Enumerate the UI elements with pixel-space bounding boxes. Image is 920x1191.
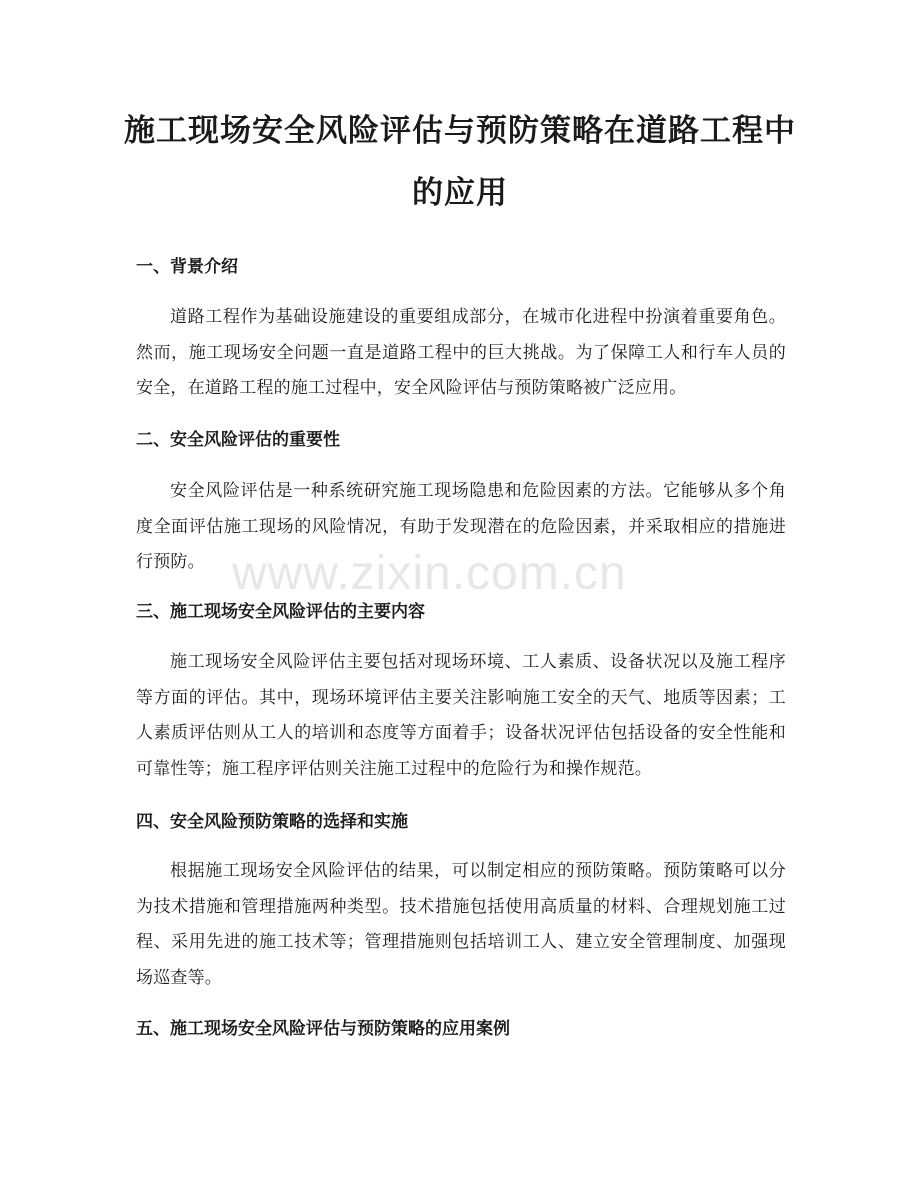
section-heading-5: 五、施工现场安全风险评估与预防策略的应用案例	[136, 1019, 510, 1039]
watermark: www.zixin.com.cn	[232, 547, 627, 600]
section-paragraph-2: 安全风险评估是一种系统研究施工现场隐患和危险因素的方法。它能够从多个角度全面评估施工现场的风险情况，有助于发现潜在的危险因素，并采取相应的措施进行预防。	[136, 481, 786, 572]
section-heading-3: 三、施工现场安全风险评估的主要内容	[136, 602, 425, 622]
document-title: 施工现场安全风险评估与预防策略在道路工程中的应用	[124, 113, 796, 211]
section-heading-1: 一、背景介绍	[136, 257, 238, 277]
section-heading-2: 二、安全风险评估的重要性	[136, 430, 340, 450]
section-heading-4: 四、安全风险预防策略的选择和实施	[136, 812, 408, 832]
section-paragraph-4: 根据施工现场安全风险评估的结果，可以制定相应的预防策略。预防策略可以分为技术措施和管理措施两种类型。技术措施包括使用高质量的材料、合理规划施工过程、采用先进的施工技术等；管理措施则包括培训工人、建立安全管理制度、加强现场巡查等。	[136, 861, 786, 988]
section-paragraph-1: 道路工程作为基础设施建设的重要组成部分，在城市化进程中扮演着重要角色。然而，施工现场安全问题一直是道路工程中的巨大挑战。为了保障工人和行车人员的安全，在道路工程的施工过程中，安全风险评估与预防策略被广泛应用。	[136, 307, 786, 398]
section-paragraph-3: 施工现场安全风险评估主要包括对现场环境、工人素质、设备状况以及施工程序等方面的评估。其中，现场环境评估主要关注影响施工安全的天气、地质等因素；工人素质评估则从工人的培训和态度等方面着手；设备状况评估包括设备的安全性能和可靠性等；施工程序评估则关注施工过程中的危险行为和操作规范。	[136, 652, 786, 779]
